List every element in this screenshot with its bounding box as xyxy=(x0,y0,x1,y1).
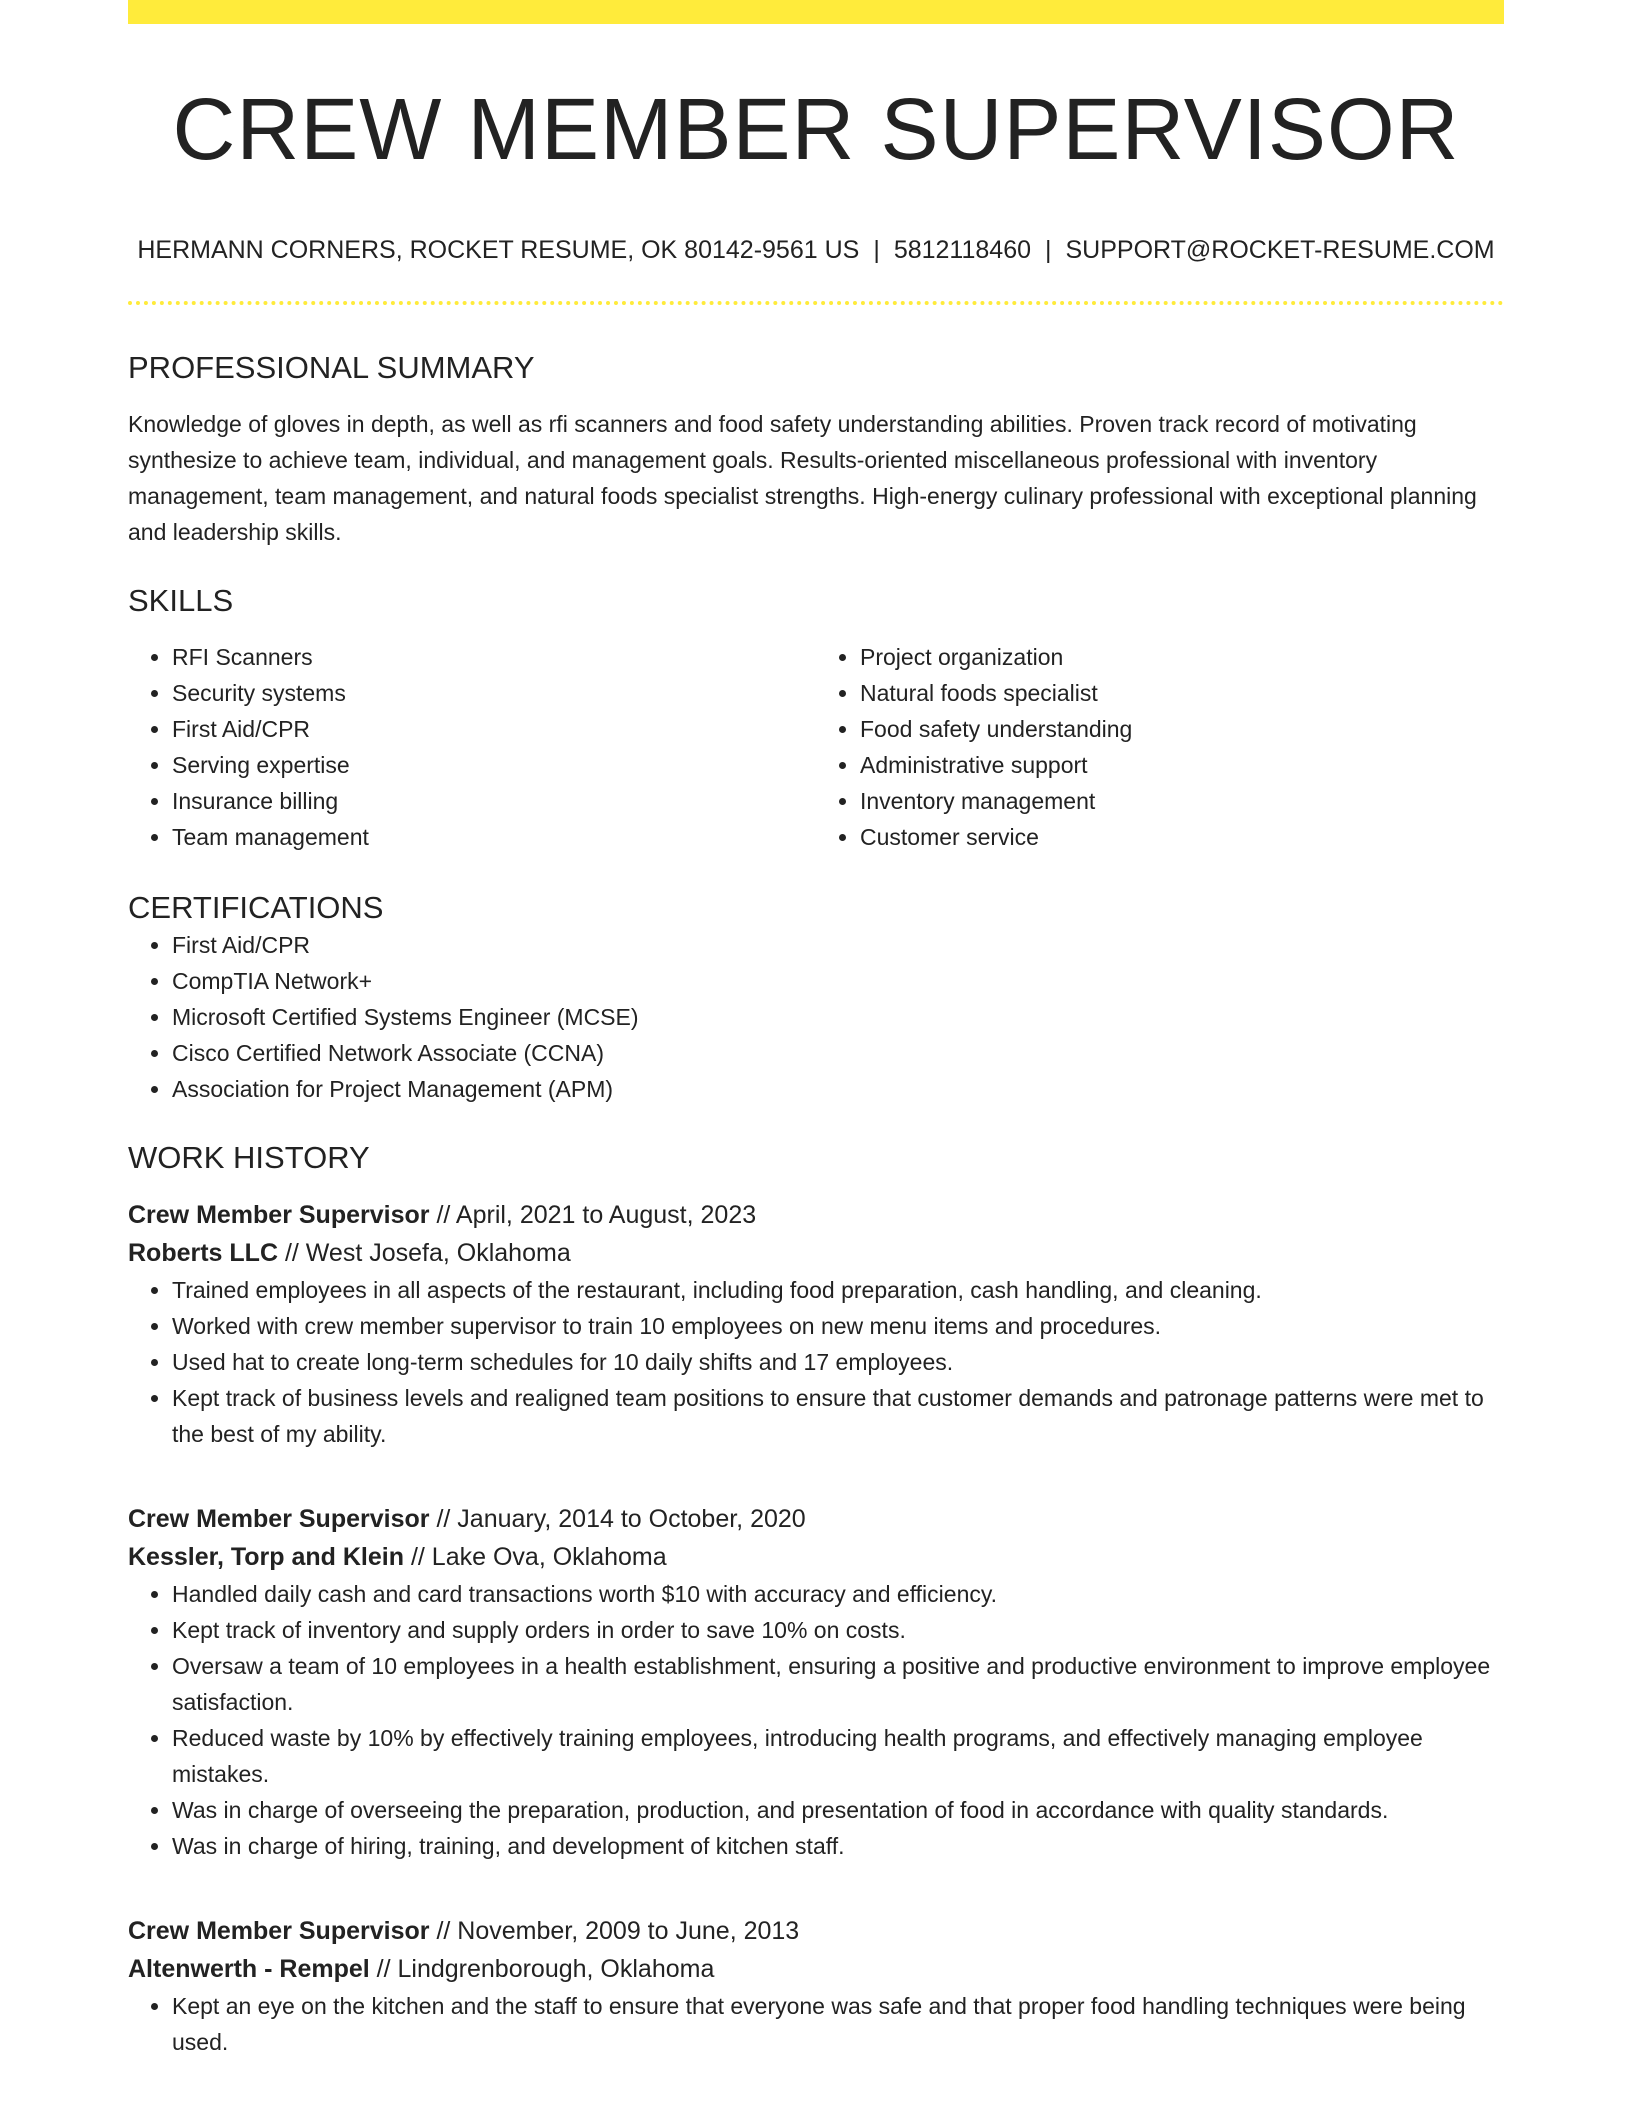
job-location: // Lake Ova, Oklahoma xyxy=(410,1542,667,1571)
job-company-line xyxy=(128,1538,1504,1576)
job-duty: • Oversaw a team of 10 employees in a health establishment, ensuring a positive and productive environment to improve employee satisfaction. xyxy=(172,1648,1504,1720)
job-duty: • Reduced waste by 10% by effectively training employees, introducing health programs, and effectively managing employee mistakes. xyxy=(172,1720,1504,1792)
certification-item: • First Aid/CPR xyxy=(172,927,1504,963)
job-duty: • Worked with crew member supervisor to train 10 employees on new menu items and procedures. xyxy=(172,1308,1504,1344)
job-dates: // November, 2009 to June, 2013 xyxy=(436,1916,800,1945)
section-heading-work-history: WORK HISTORY xyxy=(128,1139,370,1175)
contact-phone: 5812118460 xyxy=(893,236,1031,264)
job-duty: • Kept track of inventory and supply orders in order to save 10% on costs. xyxy=(172,1612,1504,1648)
certifications-list xyxy=(128,927,1504,1107)
skills-column-right xyxy=(816,639,1504,855)
skill-item: • Natural foods specialist xyxy=(860,675,1504,711)
skill-item: • Food safety understanding xyxy=(860,711,1504,747)
certification-item: • CompTIA Network+ xyxy=(172,963,1504,999)
contact-line xyxy=(128,235,1504,265)
skills-column-left xyxy=(128,639,816,855)
job-company-line xyxy=(128,1950,1504,1988)
section-heading-summary: PROFESSIONAL SUMMARY xyxy=(128,350,535,385)
skill-item: • Team management xyxy=(172,819,816,855)
job-duties-list xyxy=(128,1576,1504,1864)
summary-text: Knowledge of gloves in depth, as well as rfi scanners and food safety understanding abilities. Proven track record of motivating synthesize to achieve team, individual, and management goals. Results-oriented miscellaneous professional with inventory management, team management, and natural foods specialist strengths. High-energy culinary professional with exceptional planning and leadership skills. xyxy=(128,411,1477,546)
contact-separator: | xyxy=(1045,236,1052,264)
skill-item: • Security systems xyxy=(172,675,816,711)
job-duty: • Handled daily cash and card transactions worth $10 with accuracy and efficiency. xyxy=(172,1576,1504,1612)
skills-section xyxy=(128,582,1504,855)
job-company-line xyxy=(128,1234,1504,1272)
job-duty: • Was in charge of hiring, training, and development of kitchen staff. xyxy=(172,1828,1504,1864)
job-duty: • Kept track of business levels and realigned team positions to ensure that customer demands and patronage patterns were met to the best of my ability. xyxy=(172,1380,1504,1452)
skill-item: • Administrative support xyxy=(860,747,1504,783)
job-entry xyxy=(128,1500,1504,1864)
job-dates: // January, 2014 to October, 2020 xyxy=(436,1504,806,1533)
job-company: Altenwerth - Rempel xyxy=(128,1954,370,1983)
skill-item: • RFI Scanners xyxy=(172,639,816,675)
job-title-line xyxy=(128,1912,1504,1950)
certification-item: • Association for Project Management (APM) xyxy=(172,1071,1504,1107)
skill-item: • Inventory management xyxy=(860,783,1504,819)
skill-item: • Insurance billing xyxy=(172,783,816,819)
accent-top-bar xyxy=(128,0,1504,24)
job-duties-list xyxy=(128,1988,1504,2060)
section-heading-skills: SKILLS xyxy=(128,583,234,619)
job-entry xyxy=(128,1912,1504,2060)
job-dates: // April, 2021 to August, 2023 xyxy=(436,1200,757,1229)
contact-email: SUPPORT@ROCKET-RESUME.COM xyxy=(1065,236,1495,264)
job-duty: • Was in charge of overseeing the preparation, production, and presentation of food in accordance with quality standards. xyxy=(172,1792,1504,1828)
job-company: Roberts LLC xyxy=(128,1238,278,1267)
skills-grid xyxy=(128,639,1504,855)
contact-separator: | xyxy=(873,236,880,264)
job-entry xyxy=(128,1196,1504,1452)
header-divider xyxy=(128,301,1504,305)
job-duties-list xyxy=(128,1272,1504,1452)
work-history-section xyxy=(128,1139,1504,2060)
job-title: Crew Member Supervisor xyxy=(128,1504,430,1533)
skill-item: • Serving expertise xyxy=(172,747,816,783)
job-location: // Lindgrenborough, Oklahoma xyxy=(376,1954,715,1983)
professional-summary-section xyxy=(128,349,1504,550)
section-heading-certifications: CERTIFICATIONS xyxy=(128,890,384,926)
certification-item: • Cisco Certified Network Associate (CCNA) xyxy=(172,1035,1504,1071)
candidate-name: CREW MEMBER SUPERVISOR xyxy=(172,81,1460,178)
job-title: Crew Member Supervisor xyxy=(128,1916,430,1945)
certifications-section xyxy=(128,889,1504,1106)
job-duty: • Used hat to create long-term schedules for 10 daily shifts and 17 employees. xyxy=(172,1344,1504,1380)
job-location: // West Josefa, Oklahoma xyxy=(284,1238,571,1267)
skill-item: • Project organization xyxy=(860,639,1504,675)
job-title: Crew Member Supervisor xyxy=(128,1200,430,1229)
job-title-line xyxy=(128,1500,1504,1538)
certification-item: • Microsoft Certified Systems Engineer (MCSE) xyxy=(172,999,1504,1035)
job-duty: • Kept an eye on the kitchen and the staff to ensure that everyone was safe and that proper food handling techniques were being used. xyxy=(172,1988,1504,2060)
job-title-line xyxy=(128,1196,1504,1234)
contact-address: HERMANN CORNERS, ROCKET RESUME, OK 80142-9561 US xyxy=(137,236,860,264)
skill-item: • Customer service xyxy=(860,819,1504,855)
job-duty: • Trained employees in all aspects of the restaurant, including food preparation, cash handling, and cleaning. xyxy=(172,1272,1504,1308)
resume-page xyxy=(128,0,1504,2060)
skill-item: • First Aid/CPR xyxy=(172,711,816,747)
job-company: Kessler, Torp and Klein xyxy=(128,1542,405,1571)
